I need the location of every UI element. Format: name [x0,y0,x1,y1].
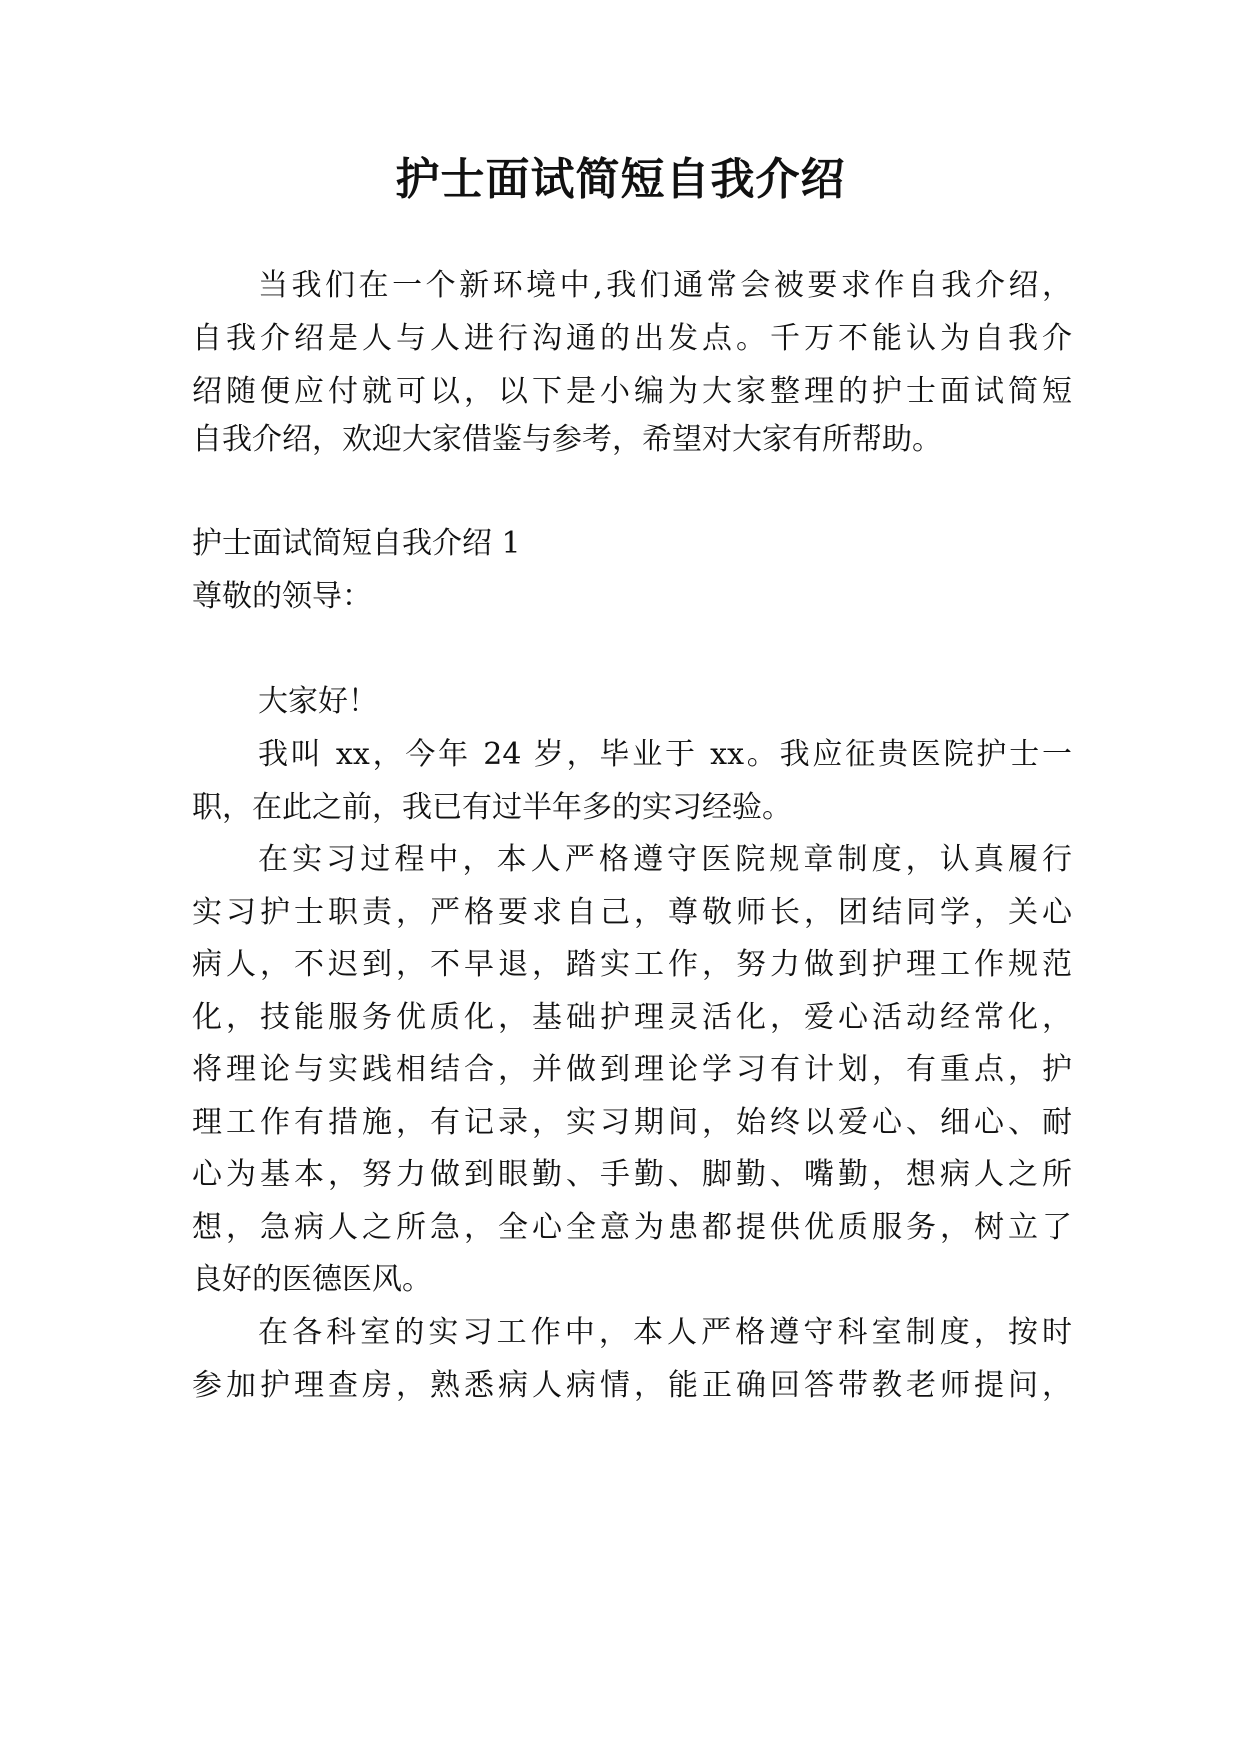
para2-line-8: 想，急病人之所急，全心全意为患都提供优质服务，树立了 [192,1210,1072,1245]
para3-line-2: 参加护理查房，熟悉病人病情，能正确回答带教老师提问， [192,1368,1072,1403]
section-heading: 护士面试简短自我介绍 1 [192,526,521,561]
para3-line-1: 在各科室的实习工作中，本人严格遵守科室制度，按时 [258,1315,1072,1350]
para2-line-2: 实习护士职责，严格要求自己，尊敬师长，团结同学，关心 [192,895,1072,930]
para2-line-1: 在实习过程中，本人严格遵守医院规章制度，认真履行 [258,842,1072,877]
para2-line-7: 心为基本，努力做到眼勤、手勤、脚勤、嘴勤，想病人之所 [192,1157,1072,1192]
intro-line-4: 自我介绍，欢迎大家借鉴与参考，希望对大家有所帮助。 [192,422,942,457]
para2-line-6: 理工作有措施，有记录，实习期间，始终以爱心、细心、耐 [192,1105,1072,1140]
intro-line-2: 自我介绍是人与人进行沟通的出发点。千万不能认为自我介 [192,321,1072,356]
para2-line-5: 将理论与实践相结合，并做到理论学习有计划，有重点，护 [192,1052,1072,1087]
salutation: 尊敬的领导： [192,579,372,614]
para1-line-2: 职，在此之前，我已有过半年多的实习经验。 [192,790,792,825]
document-title: 护士面试简短自我介绍 [395,154,846,205]
greeting: 大家好！ [258,684,378,719]
intro-line-1: 当我们在一个新环境中,我们通常会被要求作自我介绍， [258,268,1072,303]
para2-line-4: 化，技能服务优质化，基础护理灵活化，爱心活动经常化， [192,1000,1072,1035]
intro-line-3: 绍随便应付就可以，以下是小编为大家整理的护士面试简短 [192,374,1072,409]
para2-line-9: 良好的医德医风。 [192,1262,432,1297]
para1-line-1: 我叫 xx，今年 24 岁，毕业于 xx。我应征贵医院护士一 [258,737,1072,772]
para2-line-3: 病人，不迟到，不早退，踏实工作，努力做到护理工作规范 [192,947,1072,982]
